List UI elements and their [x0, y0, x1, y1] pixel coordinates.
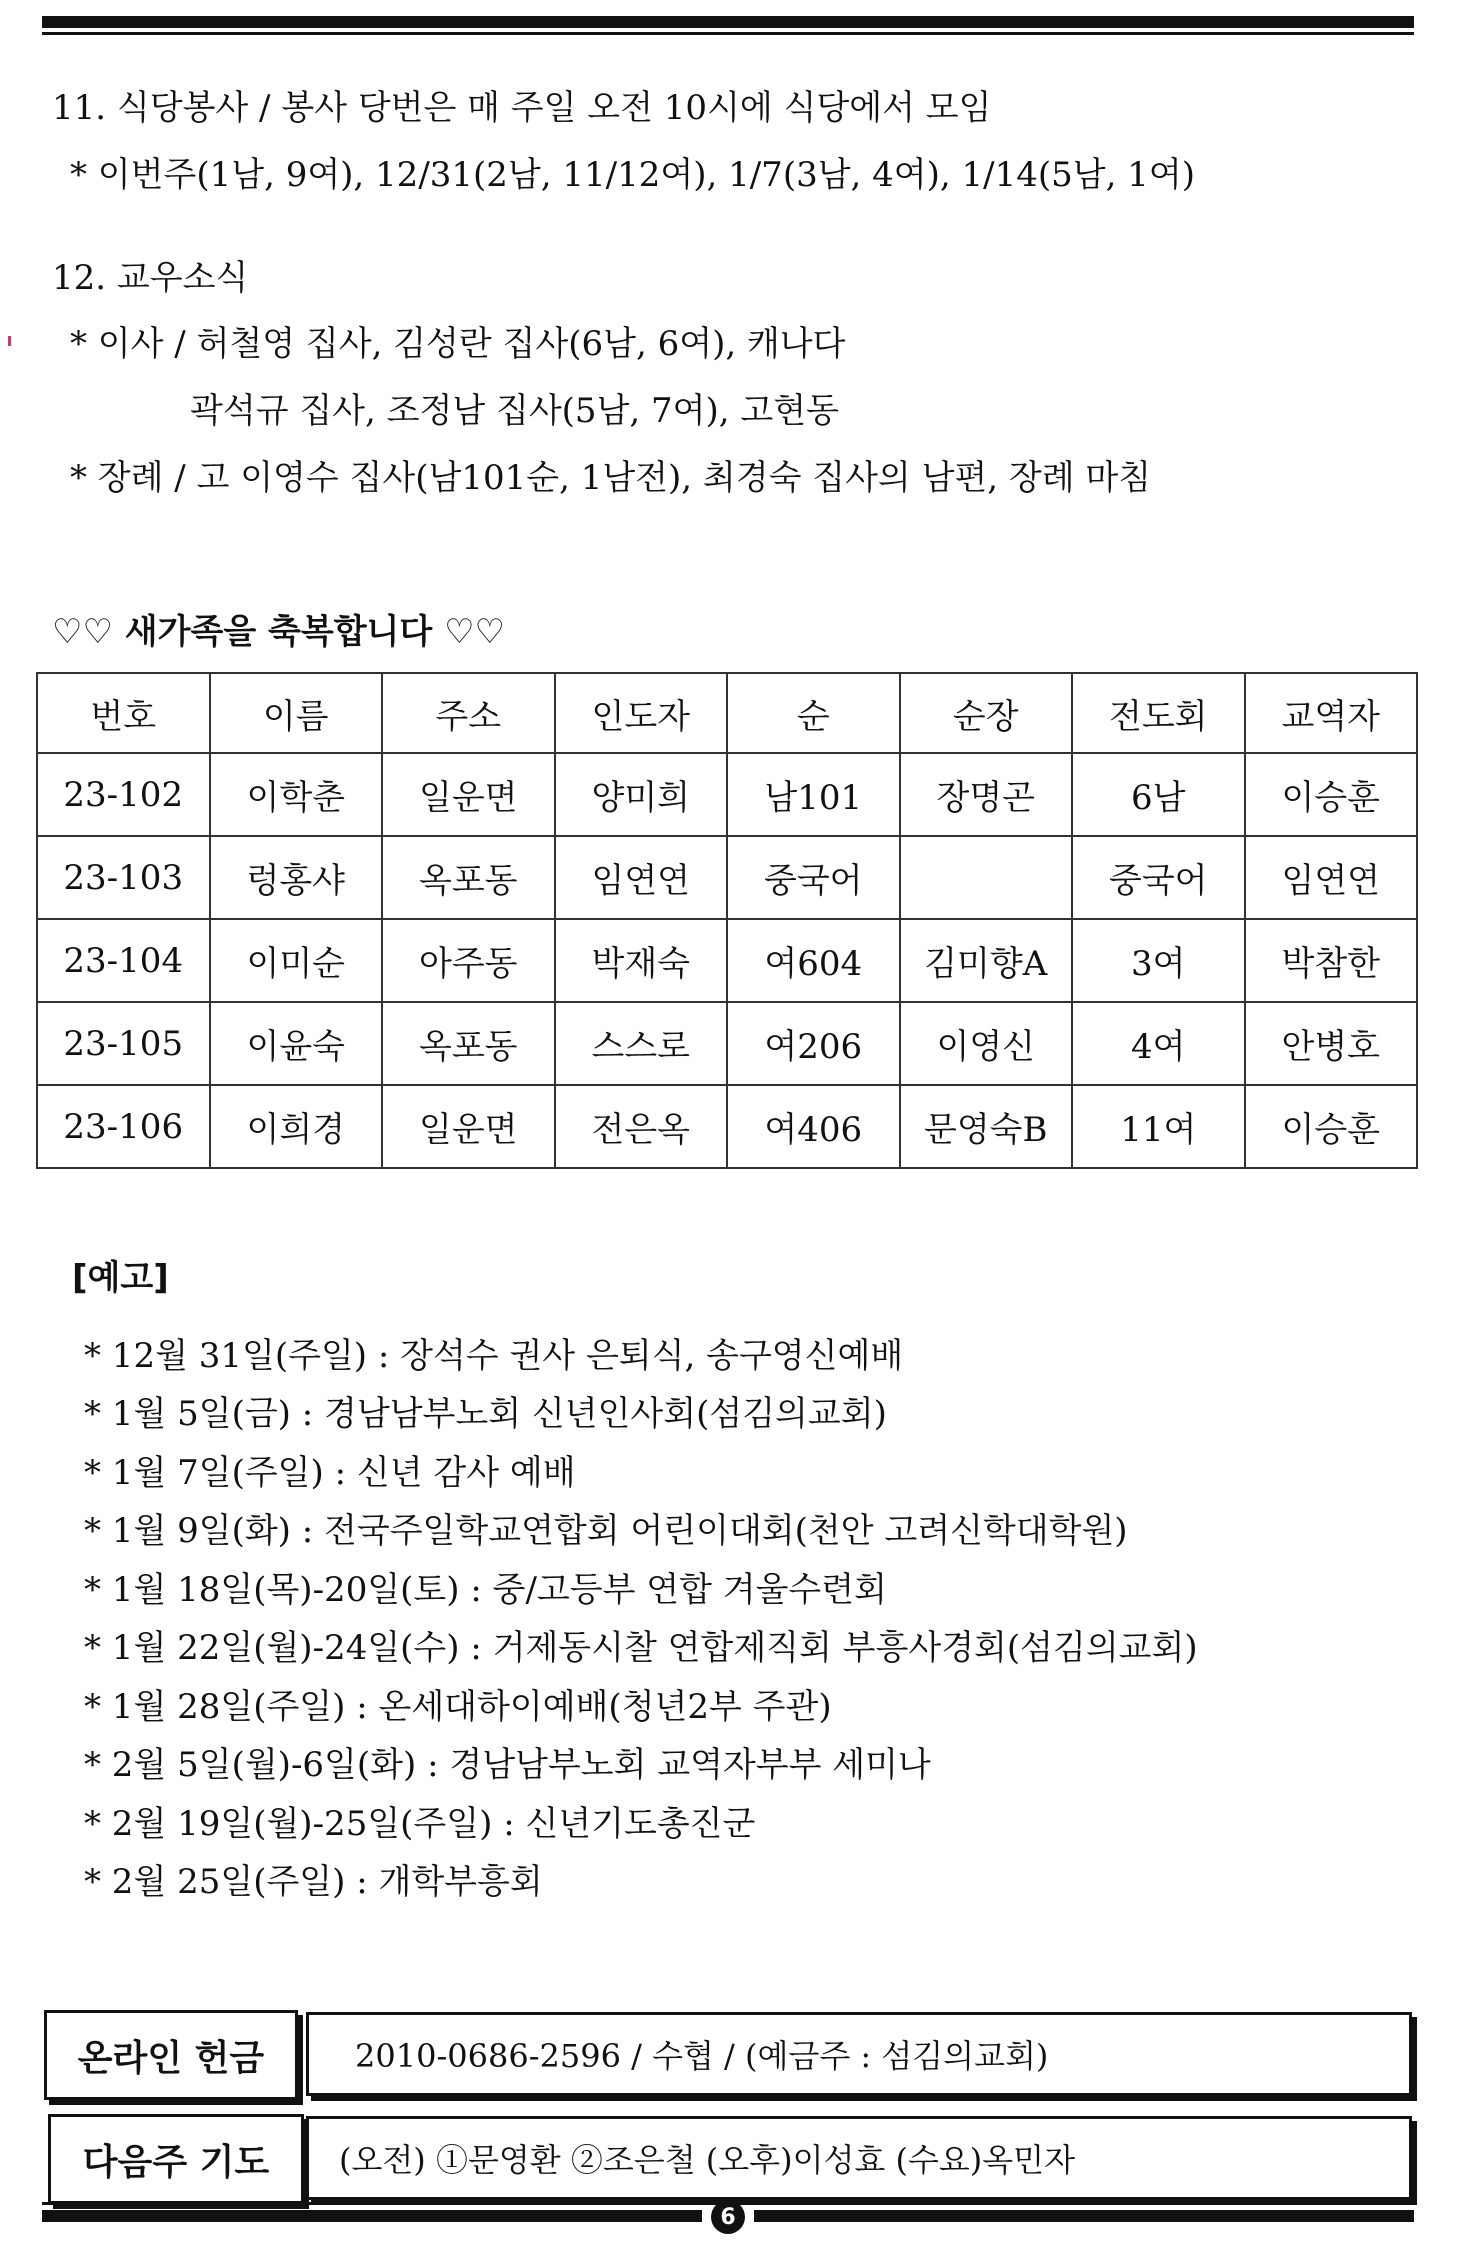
table-cell: 11여 [1072, 1085, 1245, 1168]
table-cell: 일운면 [382, 753, 555, 836]
notice-12-funeral: * 장례 / 고 이영수 집사(남101순, 1남전), 최경숙 집사의 남편, 장례 마침 [70, 458, 1152, 498]
table-cell: 남101 [727, 753, 900, 836]
table-cell: 옥포동 [382, 1002, 555, 1085]
preview-item: * 1월 7일(주일) : 신년 감사 예배 [84, 1453, 576, 1493]
column-header: 순장 [900, 673, 1073, 753]
table-row [37, 1002, 1417, 1085]
next-week-prayer-label: 다음주 기도 [48, 2114, 304, 2204]
table-cell: 전은옥 [555, 1085, 728, 1168]
table-cell: 김미향A [900, 919, 1073, 1002]
table-cell: 이희경 [210, 1085, 383, 1168]
notice-12-move-2: 곽석규 집사, 조정남 집사(5남, 7여), 고현동 [190, 391, 839, 431]
table-cell: 이윤숙 [210, 1002, 383, 1085]
table-cell: 옥포동 [382, 836, 555, 919]
table-cell: 일운면 [382, 1085, 555, 1168]
online-offering-label: 온라인 헌금 [44, 2010, 298, 2100]
table-cell: 아주동 [382, 919, 555, 1002]
notice-12-title: 12. 교우소식 [52, 258, 249, 298]
table-cell: 4여 [1072, 1002, 1245, 1085]
table-header-row [37, 673, 1417, 753]
preview-item: * 1월 28일(주일) : 온세대하이예배(청년2부 주관) [84, 1687, 832, 1727]
table-cell: 6남 [1072, 753, 1245, 836]
preview-item: * 1월 5일(금) : 경남남부노회 신년인사회(섬김의교회) [84, 1394, 887, 1434]
table-cell: 렁홍샤 [210, 836, 383, 919]
preview-item: * 2월 5일(월)-6일(화) : 경남남부노회 교역자부부 세미나 [84, 1745, 931, 1785]
column-header: 이름 [210, 673, 383, 753]
notice-11-detail: * 이번주(1남, 9여), 12/31(2남, 11/12여), 1/7(3남, 4여), 1/14(5남, 1여) [70, 155, 1195, 195]
online-offering-account: 2010-0686-2596 / 수협 / (예금주 : 섬김의교회) [306, 2012, 1412, 2096]
preview-item: * 1월 22일(월)-24일(수) : 거제동시찰 연합제직회 부흥사경회(섬김의교회) [84, 1628, 1198, 1668]
table-row [37, 1085, 1417, 1168]
table-cell: 이영신 [900, 1002, 1073, 1085]
column-header: 주소 [382, 673, 555, 753]
table-row [37, 753, 1417, 836]
table-cell: 양미희 [555, 753, 728, 836]
table-cell: 3여 [1072, 919, 1245, 1002]
table-cell: 안병호 [1245, 1002, 1418, 1085]
table-cell: 여604 [727, 919, 900, 1002]
table-row [37, 919, 1417, 1002]
table-cell: 장명곤 [900, 753, 1073, 836]
table-cell: 23-105 [37, 1002, 210, 1085]
table-cell: 임연연 [555, 836, 728, 919]
preview-item: * 2월 25일(주일) : 개학부흥회 [84, 1862, 543, 1902]
table-cell: 이승훈 [1245, 1085, 1418, 1168]
table-cell: 23-103 [37, 836, 210, 919]
bottom-border [42, 2202, 1414, 2232]
table-cell: 박참한 [1245, 919, 1418, 1002]
notice-11-title: 11. 식당봉사 / 봉사 당번은 매 주일 오전 10시에 식당에서 모임 [52, 88, 992, 128]
table-cell: 이미순 [210, 919, 383, 1002]
table-cell: 임연연 [1245, 836, 1418, 919]
new-family-heading: ♡♡ 새가족을 축복합니다 ♡♡ [52, 612, 506, 652]
table-cell: 여206 [727, 1002, 900, 1085]
margin-mark [8, 336, 11, 346]
column-header: 전도회 [1072, 673, 1245, 753]
column-header: 인도자 [555, 673, 728, 753]
preview-heading: [예고] [72, 1258, 169, 1298]
column-header: 순 [727, 673, 900, 753]
preview-item: * 1월 18일(목)-20일(토) : 중/고등부 연합 겨울수련회 [84, 1570, 887, 1610]
preview-item: * 2월 19일(월)-25일(주일) : 신년기도총진군 [84, 1804, 756, 1844]
column-header: 번호 [37, 673, 210, 753]
table-cell: 이학춘 [210, 753, 383, 836]
preview-item: * 1월 9일(화) : 전국주일학교연합회 어린이대회(천안 고려신학대학원) [84, 1511, 1128, 1551]
notice-12-move-1: * 이사 / 허철영 집사, 김성란 집사(6남, 6여), 캐나다 [70, 324, 846, 364]
top-border [42, 16, 1414, 35]
table-cell: 중국어 [727, 836, 900, 919]
table-cell: 23-102 [37, 753, 210, 836]
table-cell: 여406 [727, 1085, 900, 1168]
table-cell: 23-106 [37, 1085, 210, 1168]
column-header: 교역자 [1245, 673, 1418, 753]
page-number: 6 [711, 2200, 745, 2234]
table-cell: 스스로 [555, 1002, 728, 1085]
new-family-table [36, 672, 1418, 1169]
next-week-prayer-value: (오전) ①문영환 ②조은철 (오후)이성효 (수요)옥민자 [306, 2116, 1412, 2200]
table-cell: 이승훈 [1245, 753, 1418, 836]
table-cell: 중국어 [1072, 836, 1245, 919]
preview-item: * 12월 31일(주일) : 장석수 권사 은퇴식, 송구영신예배 [84, 1336, 904, 1376]
table-cell: 23-104 [37, 919, 210, 1002]
table-cell: 문영숙B [900, 1085, 1073, 1168]
table-cell: 박재숙 [555, 919, 728, 1002]
table-row [37, 836, 1417, 919]
table-cell [900, 836, 1073, 919]
